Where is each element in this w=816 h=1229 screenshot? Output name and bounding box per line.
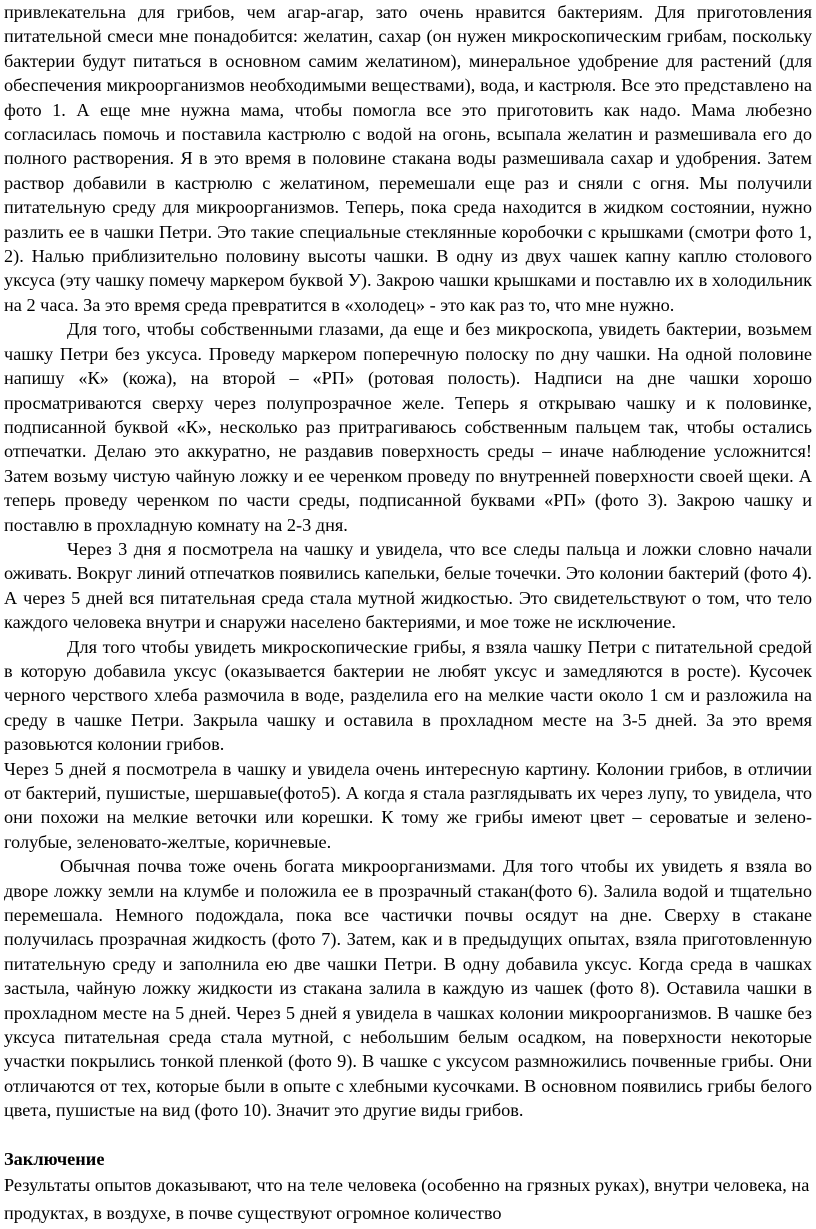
section-spacer (4, 1123, 816, 1147)
paragraph-bacteria-results: Через 3 дня я посмотрела на чашку и увидела, что все следы пальца и ложки словно начали оживать. Вокруг линий отпечатков появились капельки, белые точечки. Это колонии бактерий (фото 4). А через 5 дней вся питательная среда стала мутной жидкостью. Это свидетельствуют о том, что тело каждого человека внутри и снаружи населено бактериями, и мое тоже не исключение. (4, 538, 812, 633)
conclusion-heading: Заключение (4, 1148, 105, 1169)
paragraph-nutrient-medium: привлекательна для грибов, чем агар-агар, зато очень нравится бактериям. Для приготовления питательной смеси мне понадобится: желатин, сахар (он нужен микроскопическим грибам, поскольку бактерии будут питаться в основном самим желатином), минеральное удобрение для растений (для обеспечения микроорганизмов необходимыми веществами), вода, и кастрюля. Все это представлено на фото 1. А еще мне нужна мама, чтобы помогла все это приготовить как надо. Мама любезно согласилась помочь и поставила кастрюлю с водой на огонь, всыпала желатин и размешивала его до полного растворения. Я в это время в половине стакана воды размешивала сахар и удобрения. Затем раствор добавили в кастрюлю с желатином, перемешали еще раз и сняли с огня. Мы получили питательную среду для микроорганизмов. Теперь, пока среда находится в жидком состоянии, нужно разлить ее в чашки Петри. Это такие специальные стеклянные коробочки с крышками (смотри фото 1, 2). Налью приблизительно половину высоты чашки. В одну из двух чашек капну каплю столового уксуса (эту чашку помечу маркером буквой У). Закрою чашки крышками и поставлю их в холодильник на 2 часа. За это время среда превратится в «холодец» - это как раз то, что мне нужно. (4, 2, 812, 315)
conclusion-text: Результаты опытов доказывают, что на теле человека (особенно на грязных руках), внутри человека, на продуктах, в воздухе, в почве существуют огромное количество (4, 1175, 810, 1224)
paragraph-fungi-experiment: Для того чтобы увидеть микроскопические грибы, я взяла чашку Петри с питательной средой в которую добавила уксус (оказывается бактерии не любят уксус и замедляются в росте). Кусочек черного черствого хлеба размочила в воде, разделила его на мелкие части около 1 см и разложила на среду в чашке Петри. Закрыла чашку и оставила в прохладном месте на 3-5 дней. За это время разовьются колонии грибов. (4, 636, 812, 755)
paragraph-fungi-results: Через 5 дней я посмотрела в чашку и увидела очень интересную картину. Колонии грибов, в отличии от бактерий, пушистые, шершавые(фото5). А когда я стала разглядывать их через лупу, то увидела, что они похожи на мелкие веточки или корешки. К тому же грибы имеют цвет – сероватые и зелено-голубые, зеленовато-желтые, коричневые. (4, 758, 812, 852)
paragraph-bacteria-experiment: Для того, чтобы собственными глазами, да еще и без микроскопа, увидеть бактерии, возьмем чашку Петри без уксуса. Проведу маркером поперечную полоску по дну чашки. На одной половине напишу «К» (кожа), на второй – «РП» (ротовая полость). Надписи на дне чашки хорошо просматриваются сверху через полупрозрачное желе. Теперь я открываю чашку и к половинке, подписанной буквой «К», несколько раз притрагиваюсь собственным пальцем так, чтобы остались отпечатки. Делаю это аккуратно, не раздавив поверхность среды – иначе наблюдение усложнится! Затем возьму чистую чайную ложку и ее черенком проведу по внутренней поверхности своей щеки. А теперь проведу черенком по части среды, подписанной буквами «РП» (фото 3). Закрою чашку и поставлю в прохладную комнату на 2-3 дня. (4, 319, 812, 535)
paragraph-soil-experiment: Обычная почва тоже очень богата микроорганизмами. Для того чтобы их увидеть я взяла во дворе ложку земли на клумбе и положила ее в прозрачный стакан(фото 6). Залила водой и тщательно перемешала. Немного подождала, пока все частички почвы осядут на дне. Сверху в стакане получилась прозрачная жидкость (фото 7). Затем, как и в предыдущих опытах, взяла приготовленную питательную среду и заполнила ею две чашки Петри. В одну добавила уксус. Когда среда в чашках застыла, чайную ложку жидкости из стакана залила в каждую из чашек (фото 8). Оставила чашки в прохладном месте на 5 дней. Через 5 дней я увидела в чашках колонии микроорганизмов. В чашке без уксуса питательная среда стала мутной, с небольшим белым осадком, на поверхности некоторые участки покрылись тонкой пленкой (фото 9). В чашке с уксусом размножились почвенные грибы. Они отличаются от тех, которые были в опыте с хлебными кусочками. В основном появились грибы белого цвета, пушистые на вид (фото 10). Значит это другие виды грибов. (4, 856, 812, 1121)
